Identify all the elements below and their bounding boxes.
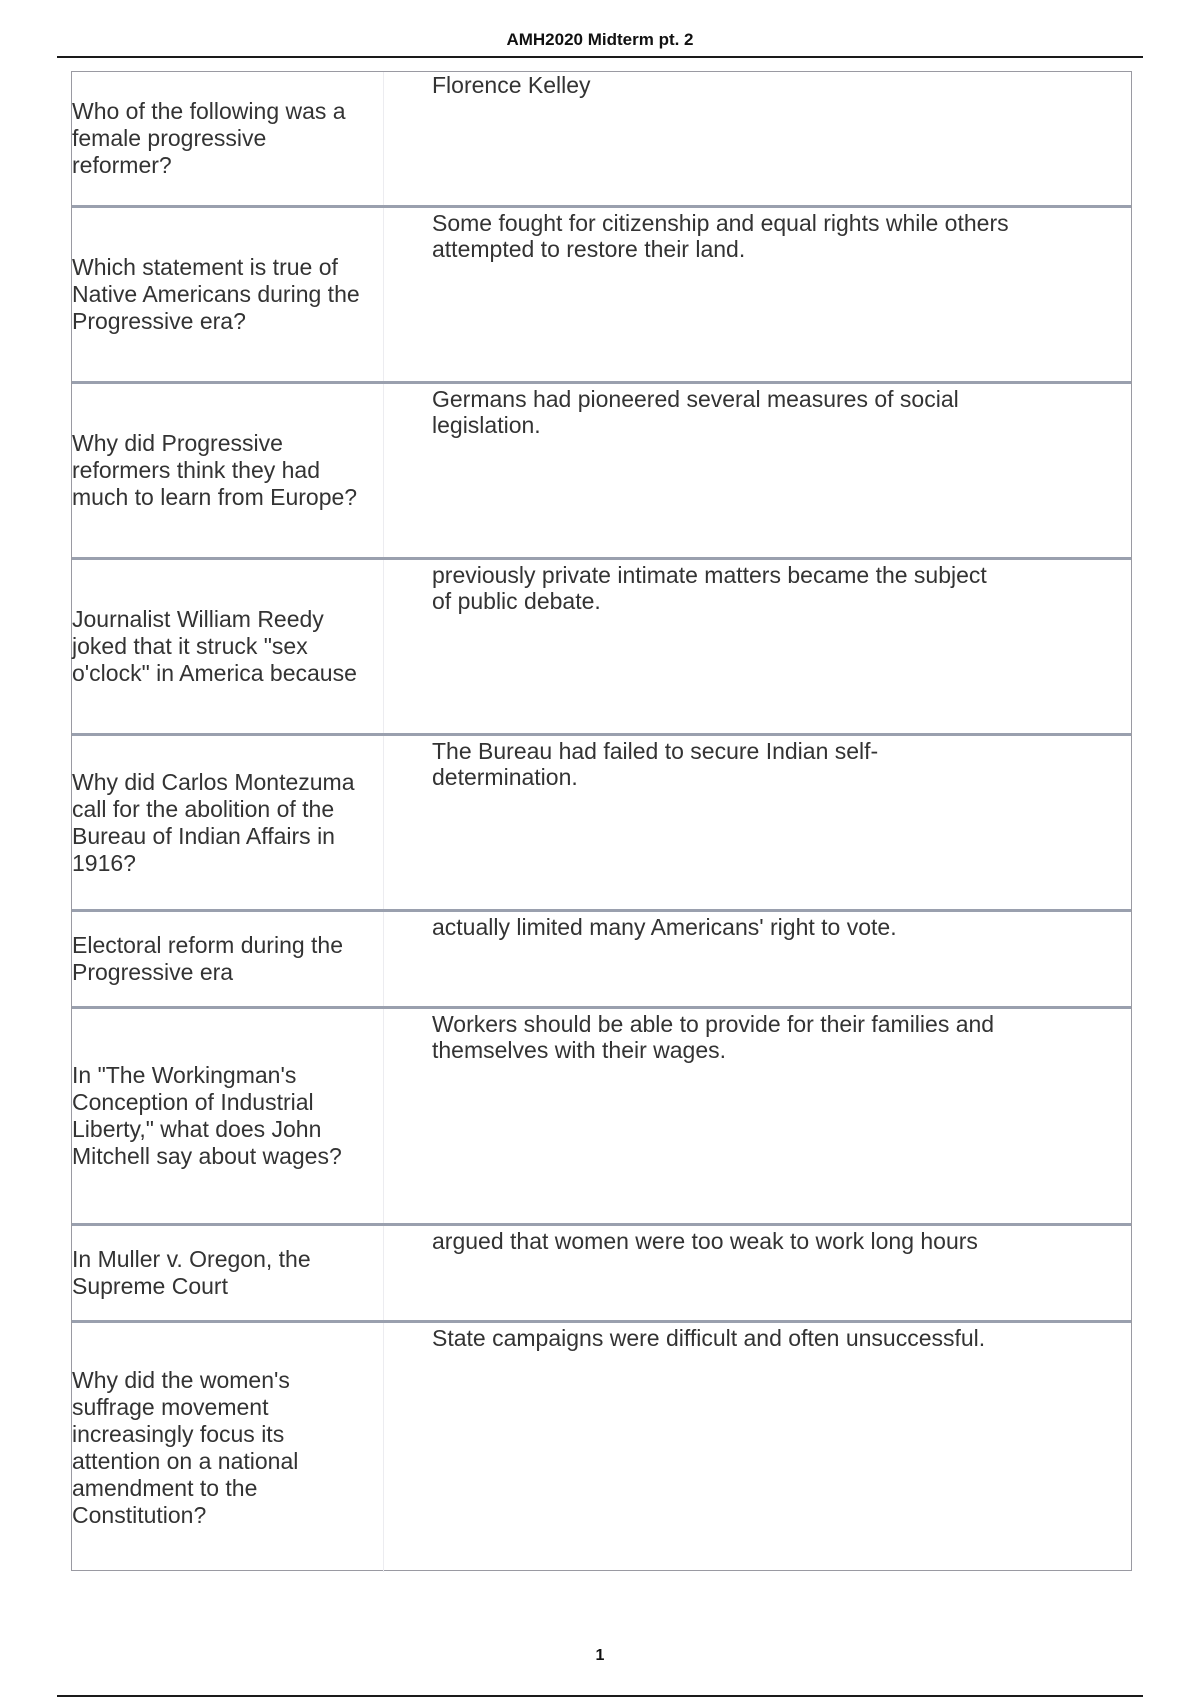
column-divider bbox=[383, 912, 384, 1006]
table-row bbox=[72, 208, 1131, 384]
definition-text: actually limited many Americans' right to vote. bbox=[432, 914, 897, 940]
column-divider bbox=[383, 208, 384, 381]
term-text: In "The Workingman's Conception of Industrial Liberty," what does John Mitchell say about wages? bbox=[72, 1062, 342, 1169]
term-text: Why did Progressive reformers think they had much to learn from Europe? bbox=[72, 430, 358, 510]
page-title: AMH2020 Midterm pt. 2 bbox=[506, 30, 694, 49]
term-cell bbox=[72, 560, 362, 733]
column-divider bbox=[383, 1009, 384, 1223]
column-divider bbox=[383, 736, 384, 909]
flashcard-table bbox=[71, 71, 1132, 1571]
term-cell bbox=[72, 1323, 362, 1572]
column-divider bbox=[383, 72, 384, 205]
page-number: 1 bbox=[595, 1647, 605, 1664]
definition-text: The Bureau had failed to secure Indian self-determination. bbox=[432, 738, 879, 790]
table-row bbox=[72, 1009, 1131, 1226]
table-row bbox=[72, 1323, 1131, 1572]
term-text: In Muller v. Oregon, the Supreme Court bbox=[72, 1246, 311, 1299]
column-divider bbox=[383, 1226, 384, 1320]
column-divider bbox=[383, 384, 384, 557]
term-cell bbox=[72, 208, 362, 381]
term-text: Why did the women's suffrage movement increasingly focus its attention on a national amendment to the Constitution? bbox=[72, 1366, 299, 1528]
definition-text: State campaigns were difficult and often unsuccessful. bbox=[432, 1325, 986, 1351]
definition-text: Some fought for citizenship and equal rights while others attempted to restore their land. bbox=[432, 210, 1009, 262]
definition-text: Germans had pioneered several measures of social legislation. bbox=[432, 386, 959, 438]
table-row bbox=[72, 72, 1131, 208]
footer-divider bbox=[57, 1695, 1143, 1697]
term-cell bbox=[72, 1009, 362, 1223]
table-row bbox=[72, 560, 1131, 736]
table-row bbox=[72, 384, 1131, 560]
definition-text: Workers should be able to provide for their families and themselves with their wages. bbox=[432, 1011, 995, 1063]
term-cell bbox=[72, 912, 362, 1006]
table-row bbox=[72, 912, 1131, 1009]
term-cell bbox=[72, 72, 362, 205]
term-cell bbox=[72, 1226, 362, 1320]
table-row bbox=[72, 1226, 1131, 1323]
definition-text: previously private intimate matters became the subject of public debate. bbox=[432, 562, 987, 614]
table-row bbox=[72, 736, 1131, 912]
term-text: Why did Carlos Montezuma call for the abolition of the Bureau of Indian Affairs in 1916? bbox=[72, 768, 355, 876]
term-text: Which statement is true of Native Americans during the Progressive era? bbox=[72, 254, 360, 334]
term-cell bbox=[72, 384, 362, 557]
definition-text: Florence Kelley bbox=[432, 72, 591, 98]
column-divider bbox=[383, 560, 384, 733]
term-text: Electoral reform during the Progressive era bbox=[72, 932, 344, 985]
term-text: Journalist William Reedy joked that it struck "sex o'clock" in America because bbox=[72, 606, 357, 686]
term-cell bbox=[72, 736, 362, 909]
definition-text: argued that women were too weak to work long hours bbox=[432, 1228, 978, 1254]
header-divider bbox=[57, 56, 1143, 58]
term-text: Who of the following was a female progressive reformer? bbox=[72, 98, 346, 178]
column-divider bbox=[383, 1323, 384, 1572]
